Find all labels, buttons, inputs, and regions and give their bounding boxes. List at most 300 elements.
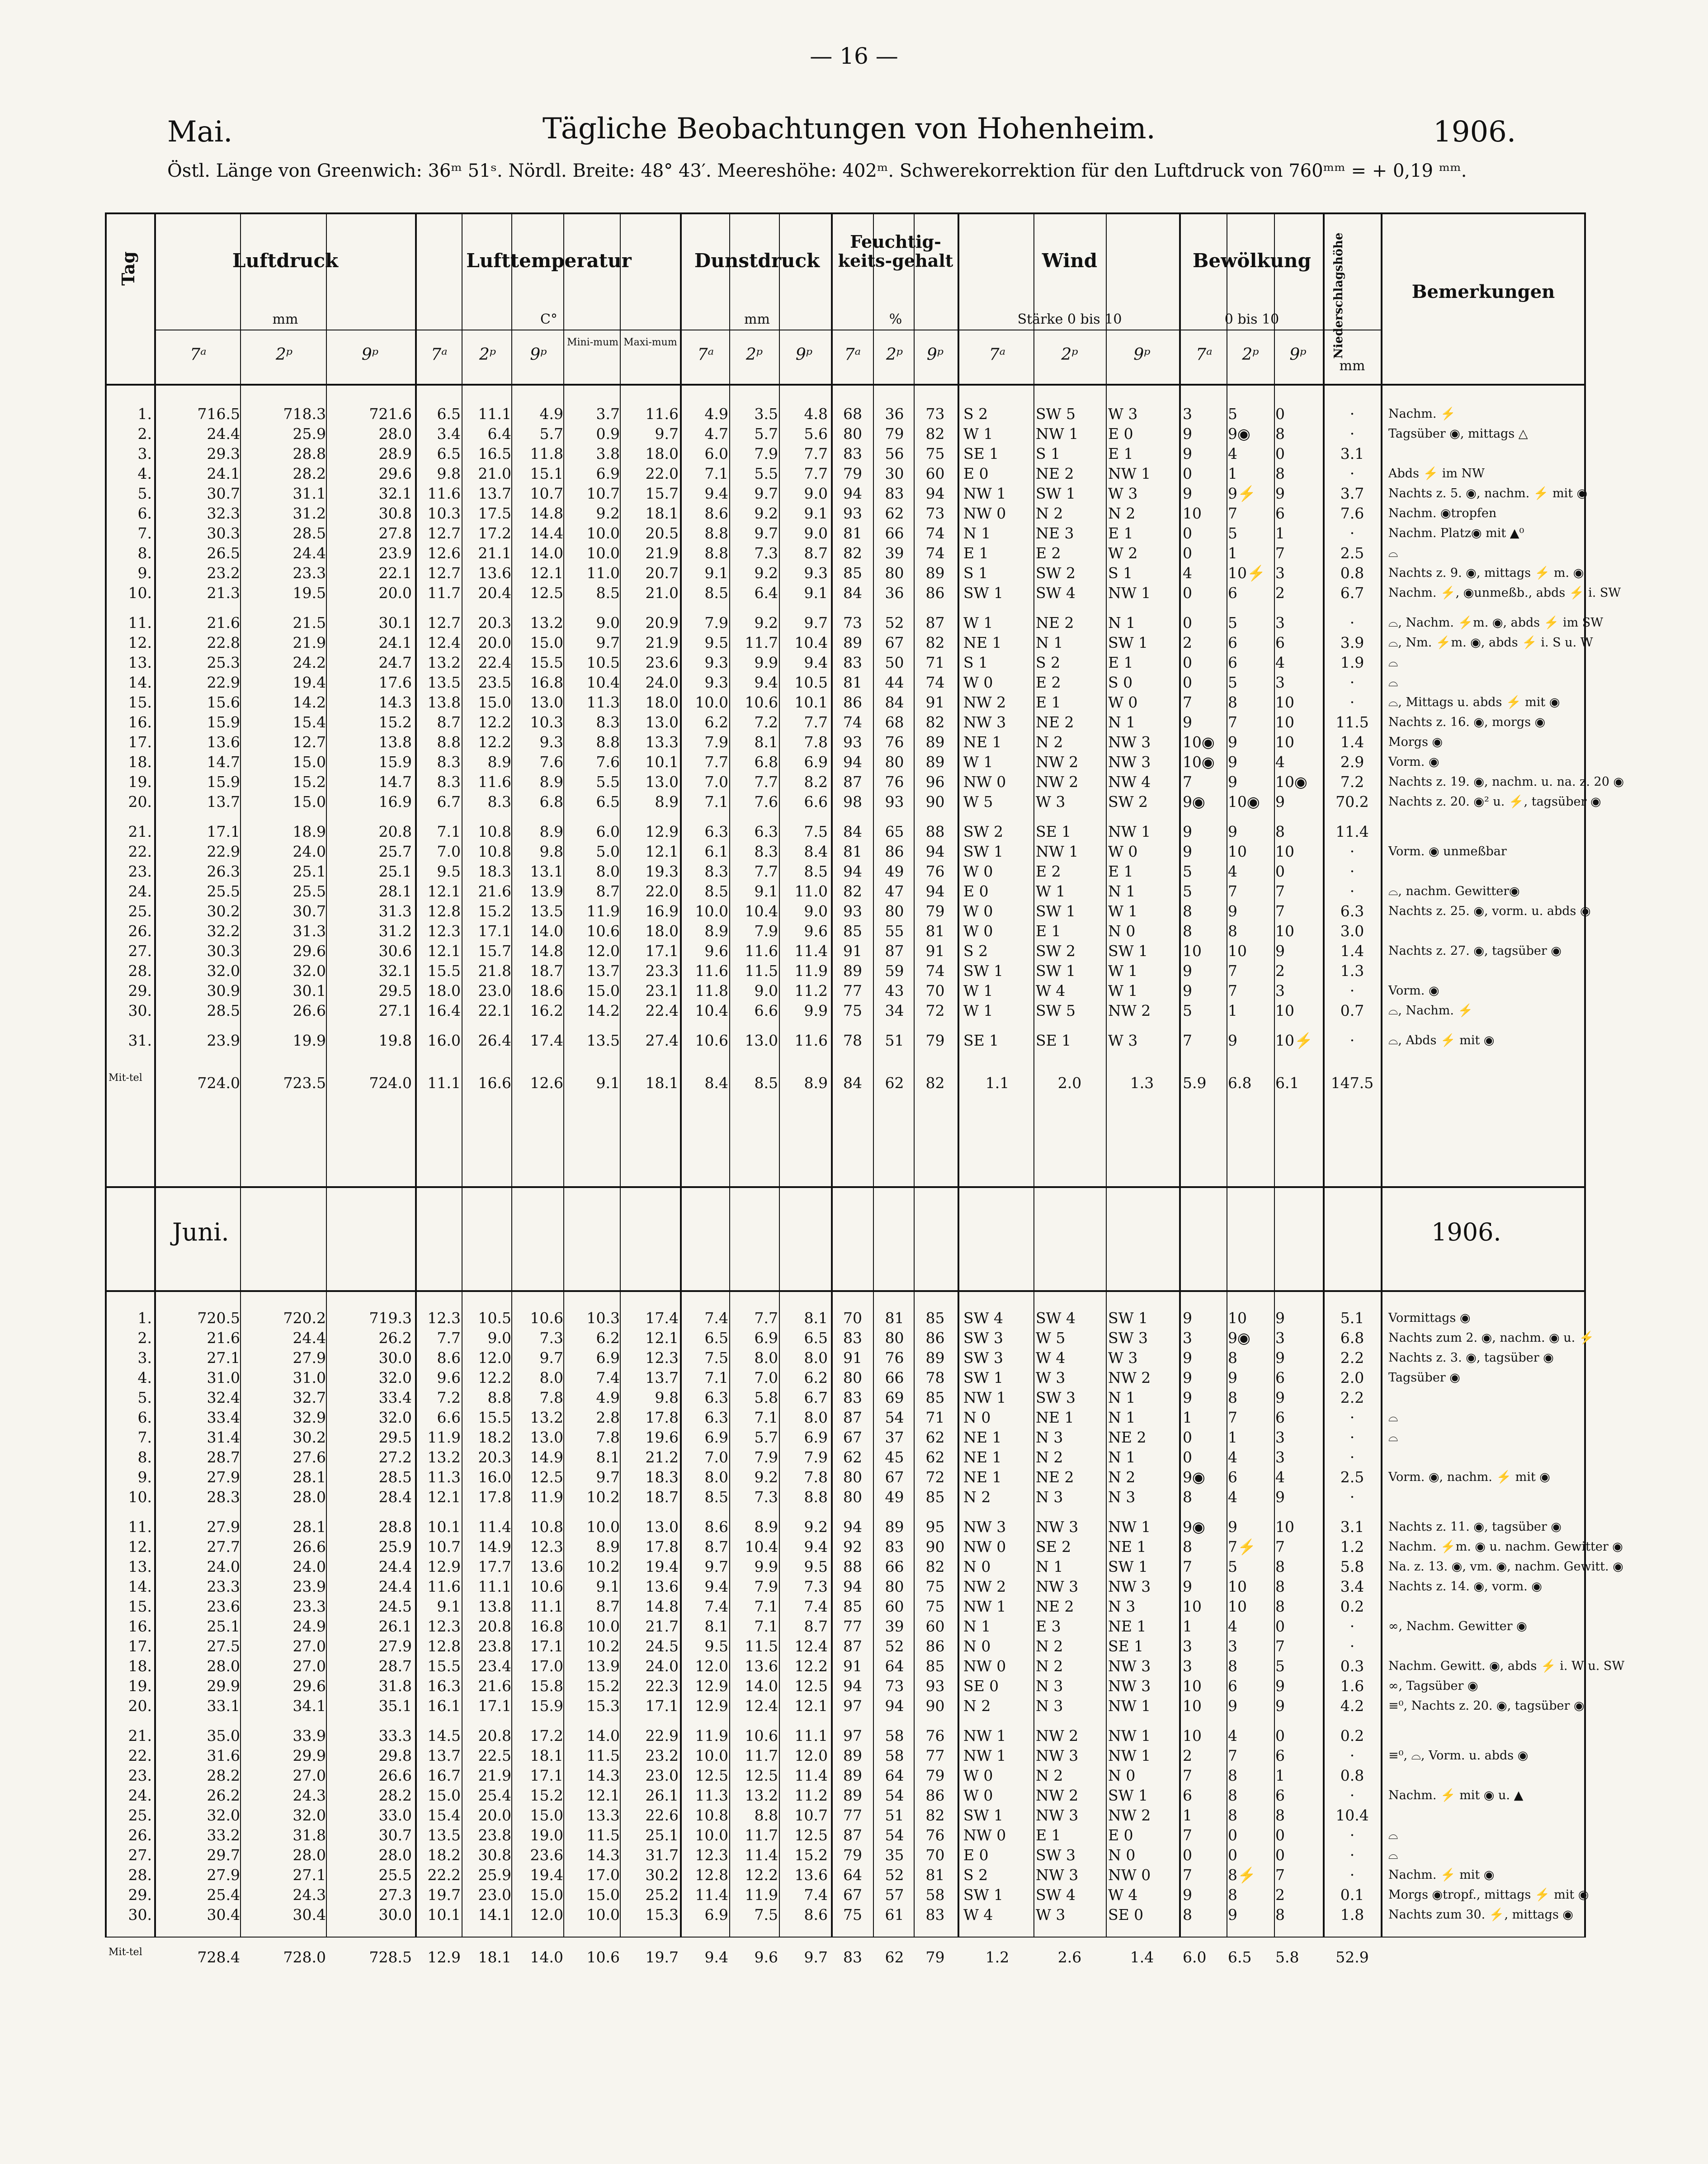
juni-t2: 20.0 (478, 1806, 511, 1824)
juni-f7: 62 (843, 1448, 862, 1466)
juni-f7: 75 (843, 1906, 862, 1924)
juni-f2: 51 (885, 1806, 904, 1824)
juni-f2: 60 (885, 1598, 904, 1615)
mai-p7: 23.9 (207, 1032, 240, 1049)
mai-tmax: 24.0 (645, 674, 679, 691)
juni-t7: 9.6 (437, 1369, 461, 1386)
mai-tmax: 17.1 (645, 942, 679, 960)
mai-w2: E 2 (1036, 674, 1061, 691)
juni-t2: 23.8 (478, 1826, 511, 1844)
juni-d7: 6.3 (704, 1409, 728, 1426)
juni-p7: 24.0 (207, 1558, 240, 1575)
juni-p9: 27.2 (378, 1448, 412, 1466)
juni-t9: 12.5 (530, 1468, 563, 1486)
mai-t7: 8.7 (437, 713, 461, 731)
mai-tmin: 3.7 (596, 405, 620, 423)
mai-t2: 21.6 (478, 882, 511, 900)
mai-d2: 13.0 (745, 1032, 778, 1049)
juni-f7: 64 (843, 1866, 862, 1884)
mai-b9: 3 (1275, 564, 1285, 582)
mai-d7: 8.6 (704, 504, 728, 522)
mai-p2: 15.4 (293, 713, 326, 731)
mai-w9: S 1 (1108, 564, 1133, 582)
juni-d2: 12.4 (745, 1697, 778, 1715)
juni-t2: 8.8 (487, 1389, 511, 1406)
mai-d2: 7.9 (754, 922, 778, 940)
mai-p9: 30.8 (378, 504, 412, 522)
juni-b2: 4 (1228, 1727, 1237, 1744)
juni-b9: 9 (1275, 1697, 1285, 1715)
mai-rain: 3.1 (1340, 445, 1364, 462)
mai-b2: 10 (1228, 942, 1247, 960)
mai-day: 20. (128, 793, 152, 811)
juni-b9: 8 (1275, 1558, 1285, 1575)
mai-t2: 21.1 (478, 544, 511, 562)
juni-b2: 0 (1228, 1826, 1237, 1844)
mai-p7: 15.6 (207, 693, 240, 711)
juni-tmax: 13.0 (645, 1518, 679, 1536)
juni-t9: 10.8 (530, 1518, 563, 1536)
juni-b2: 6 (1228, 1468, 1237, 1486)
mai-d9: 9.1 (804, 504, 828, 522)
mai-d7: 10.4 (695, 1002, 728, 1019)
mai-w7: E 0 (963, 465, 989, 482)
mai-w9: NW 3 (1108, 733, 1151, 751)
mai-w7: S 1 (963, 564, 988, 582)
mai-d2: 9.2 (754, 504, 778, 522)
mai-tmax: 27.4 (645, 1032, 679, 1049)
juni-mean-f2: 62 (885, 1948, 904, 1966)
table-row (107, 1368, 1584, 1388)
juni-b2: 8 (1228, 1389, 1237, 1406)
mai-w9: NW 1 (1108, 584, 1151, 602)
mai-d7: 9.3 (704, 674, 728, 691)
juni-d2: 7.3 (754, 1488, 778, 1506)
mai-w2: NW 1 (1036, 843, 1079, 860)
juni-rain: · (1349, 1409, 1355, 1426)
mai-d2: 9.2 (754, 564, 778, 582)
juni-d2: 11.7 (745, 1747, 778, 1764)
juni-grid (107, 1299, 1625, 1966)
juni-d9: 6.5 (804, 1329, 828, 1347)
mai-t2: 8.9 (487, 753, 511, 771)
table-row (107, 1726, 1584, 1746)
juni-w7: NW 1 (963, 1727, 1006, 1744)
mai-w2: NW 2 (1036, 753, 1079, 771)
mai-p2: 32.0 (293, 962, 326, 980)
juni-t2: 30.8 (478, 1846, 511, 1864)
mai-mean-b9: 6.1 (1275, 1074, 1299, 1092)
juni-rem (1388, 1447, 1583, 1467)
juni-rain: 0.1 (1340, 1886, 1364, 1904)
juni-day: 13. (128, 1558, 152, 1575)
mai-p2: 28.2 (293, 465, 326, 482)
juni-day: 10. (128, 1488, 152, 1506)
juni-b9: 7 (1275, 1637, 1285, 1655)
mai-w2: W 3 (1036, 793, 1066, 811)
juni-d7: 11.4 (695, 1886, 728, 1904)
table-row (107, 653, 1584, 673)
mai-w9: E 1 (1108, 445, 1133, 462)
mai-tmin: 13.7 (586, 962, 620, 980)
juni-b2: 8 (1228, 1806, 1237, 1824)
mai-f9: 70 (925, 982, 945, 999)
unit-bewoelkung: 0 bis 10 (1224, 311, 1279, 327)
juni-rem: Nachts zum 2. ◉, nachm. ◉ u. ⚡ (1388, 1331, 1595, 1345)
juni-w9: N 0 (1108, 1767, 1136, 1784)
header-wind: Wind (1042, 250, 1098, 272)
mai-p2: 25.5 (293, 882, 326, 900)
juni-rem: ⌓ (1388, 1410, 1398, 1424)
mai-rem: Nachts z. 19. ◉, nachm. u. na. z. 20 ◉ (1388, 775, 1624, 789)
juni-b9: 8 (1275, 1578, 1285, 1595)
mai-b2: 5 (1228, 405, 1237, 423)
mai-day: 31. (128, 1032, 152, 1049)
juni-t7: 10.1 (427, 1906, 461, 1924)
juni-tmax: 12.3 (645, 1349, 679, 1367)
juni-d9: 7.4 (804, 1598, 828, 1615)
mai-tmax: 23.6 (645, 654, 679, 671)
mai-f7: 77 (843, 982, 862, 999)
table-row (107, 1746, 1584, 1766)
mai-b7: 9 (1183, 485, 1192, 502)
mai-d2: 6.3 (754, 823, 778, 840)
mai-w9: N 0 (1108, 922, 1136, 940)
mai-mean-w7: 1.1 (985, 1074, 1010, 1092)
juni-rain: · (1349, 1448, 1355, 1466)
juni-p9: 26.1 (378, 1617, 412, 1635)
unit-wind: Stärke 0 bis 10 (1017, 311, 1122, 327)
juni-w2: N 2 (1036, 1767, 1063, 1784)
mai-t9: 13.5 (530, 902, 563, 920)
mai-p2: 18.9 (293, 823, 326, 840)
juni-t9: 15.8 (530, 1677, 563, 1695)
juni-f7: 87 (843, 1637, 862, 1655)
mai-p2: 30.1 (293, 982, 326, 999)
juni-b9: 9 (1275, 1488, 1285, 1506)
mai-b9: 10 (1275, 843, 1294, 860)
juni-p7: 32.0 (207, 1806, 240, 1824)
subheader-t2: 2ᵖ (886, 345, 903, 364)
juni-rain: 2.0 (1340, 1369, 1364, 1386)
table-row (107, 1328, 1595, 1348)
juni-p7: 33.1 (207, 1697, 240, 1715)
juni-t9: 18.1 (530, 1747, 563, 1764)
mai-rain: · (1349, 674, 1355, 691)
mai-t7: 9.8 (437, 465, 461, 482)
mai-mean-b2: 6.8 (1228, 1074, 1252, 1092)
juni-f7: 88 (843, 1558, 862, 1575)
mai-f9: 76 (925, 863, 945, 880)
mai-day: 6. (137, 504, 152, 522)
juni-tmin: 12.1 (586, 1787, 620, 1804)
subheader-t7: 7ᵃ (844, 345, 861, 364)
mai-b9: 0 (1275, 445, 1285, 462)
mai-b9: 7 (1275, 882, 1285, 900)
mai-d7: 6.1 (704, 843, 728, 860)
juni-day: 24. (128, 1787, 152, 1804)
mai-grid (107, 395, 1624, 1164)
mai-f2: 44 (885, 674, 904, 691)
juni-tmax: 9.8 (655, 1389, 679, 1406)
mai-f2: 76 (885, 773, 904, 791)
mai-rem: ⌓, Abds ⚡ mit ◉ (1388, 1033, 1495, 1047)
juni-f9: 90 (925, 1697, 945, 1715)
juni-d9: 8.8 (804, 1488, 828, 1506)
mai-p7: 29.3 (207, 445, 240, 462)
mai-d2: 7.2 (754, 713, 778, 731)
mai-b2: 9 (1228, 823, 1237, 840)
mai-w7: E 0 (963, 882, 989, 900)
mai-b2: 4 (1228, 445, 1237, 462)
mai-p7: 15.9 (207, 773, 240, 791)
juni-b2: 8⚡ (1228, 1866, 1256, 1884)
mai-p9: 25.7 (378, 843, 412, 860)
juni-f2: 69 (885, 1389, 904, 1406)
mai-p7: 32.2 (207, 922, 240, 940)
juni-p7: 27.9 (207, 1866, 240, 1884)
juni-b9: 9 (1275, 1349, 1285, 1367)
mai-b2: 5 (1228, 614, 1237, 632)
juni-p2: 30.2 (293, 1429, 326, 1446)
mai-d9: 7.7 (804, 465, 828, 482)
juni-mean-p2: 728.0 (283, 1948, 326, 1966)
juni-p7: 23.6 (207, 1598, 240, 1615)
juni-d2: 13.2 (745, 1787, 778, 1804)
juni-w7: SW 1 (963, 1886, 1004, 1904)
table-row (107, 1905, 1584, 1925)
mai-b9: 10◉ (1275, 773, 1307, 791)
mai-f2: 51 (885, 1032, 904, 1049)
table-row (107, 523, 1584, 543)
mai-tmin: 5.5 (596, 773, 620, 791)
mai-w7: NW 1 (963, 485, 1006, 502)
juni-p7: 31.6 (207, 1747, 240, 1764)
mai-w7: NE 1 (963, 733, 1002, 751)
station-info: Östl. Länge von Greenwich: 36ᵐ 51ˢ. Nördl. Breite: 48° 43′. Meereshöhe: 402ᵐ. Schwerekorrektion für den Luftdruck von 760ᵐᵐ = + 0,19 ᵐᵐ. (167, 160, 1467, 181)
mai-d7: 9.4 (704, 485, 728, 502)
mai-rain: 6.3 (1340, 902, 1364, 920)
mai-w2: SW 1 (1036, 962, 1076, 980)
mai-t9: 14.8 (530, 504, 563, 522)
mai-rain: · (1349, 863, 1355, 880)
table-row (107, 1487, 1584, 1507)
juni-p9: 30.7 (378, 1826, 412, 1844)
juni-b9: 6 (1275, 1787, 1285, 1804)
mai-f7: 81 (843, 843, 862, 860)
juni-d9: 7.4 (804, 1886, 828, 1904)
table-row (107, 882, 1584, 901)
juni-w7: N 2 (963, 1697, 991, 1715)
mai-mean-t9: 12.6 (530, 1074, 563, 1092)
mai-f7: 94 (843, 753, 862, 771)
mai-p2: 15.0 (293, 793, 326, 811)
mai-rem (1388, 921, 1583, 941)
juni-rain: 3.4 (1340, 1578, 1364, 1595)
juni-day: 22. (128, 1747, 152, 1764)
mai-p9: 30.6 (378, 942, 412, 960)
juni-rem (1388, 1726, 1583, 1746)
juni-b7: 10 (1183, 1697, 1202, 1715)
juni-b7: 7 (1183, 1767, 1192, 1784)
juni-mean-rain: 52.9 (1335, 1948, 1369, 1966)
juni-w7: E 0 (963, 1846, 989, 1864)
mai-b9: 10 (1275, 693, 1294, 711)
mai-d2: 10.6 (745, 693, 778, 711)
mai-p7: 30.3 (207, 942, 240, 960)
mai-d2: 11.5 (745, 962, 778, 980)
juni-d7: 7.5 (704, 1349, 728, 1367)
mai-b2: 7 (1228, 882, 1237, 900)
mai-mean-b7: 5.9 (1183, 1074, 1207, 1092)
mai-d7: 7.7 (704, 753, 728, 771)
mai-w9: W 2 (1108, 544, 1138, 562)
mai-d7: 11.6 (695, 962, 728, 980)
juni-w2: SE 2 (1036, 1538, 1071, 1556)
mai-rain: · (1349, 614, 1355, 632)
juni-day: 21. (128, 1727, 152, 1744)
mai-p7: 14.7 (207, 753, 240, 771)
mai-f7: 81 (843, 524, 862, 542)
mai-t2: 11.1 (478, 405, 511, 423)
mai-d2: 9.4 (754, 674, 778, 691)
mai-p2: 19.9 (293, 1032, 326, 1049)
mai-d7: 8.3 (704, 863, 728, 880)
mai-t7: 12.4 (427, 634, 461, 651)
mai-p7: 26.3 (207, 863, 240, 880)
juni-tmin: 10.0 (586, 1906, 620, 1924)
mai-d7: 6.3 (704, 823, 728, 840)
mai-b9: 3 (1275, 982, 1285, 999)
juni-p7: 28.3 (207, 1488, 240, 1506)
juni-p2: 28.1 (293, 1518, 326, 1536)
mai-b7: 0 (1183, 584, 1192, 602)
juni-rem: Nachts z. 14. ◉, vorm. ◉ (1388, 1579, 1542, 1594)
mai-d9: 9.0 (804, 485, 828, 502)
juni-p9: 28.5 (378, 1468, 412, 1486)
mai-t7: 10.3 (427, 504, 461, 522)
juni-f2: 66 (885, 1558, 904, 1575)
subheader-t9: 9ᵖ (1133, 345, 1151, 364)
mai-tmax: 13.3 (645, 733, 679, 751)
mai-p2: 718.3 (283, 405, 326, 423)
mai-f7: 89 (843, 634, 862, 651)
mai-p9: 14.3 (378, 693, 412, 711)
mai-p9: 31.2 (378, 922, 412, 940)
table-row (107, 1467, 1584, 1487)
mai-p2: 21.9 (293, 634, 326, 651)
table-row (107, 1537, 1623, 1557)
juni-t9: 7.8 (539, 1389, 563, 1406)
juni-b7: 9◉ (1183, 1518, 1205, 1536)
mai-p9: 28.9 (378, 445, 412, 462)
mai-rem: Nachm. Platz◉ mit ▲⁰ (1388, 526, 1524, 540)
juni-t2: 15.5 (478, 1409, 511, 1426)
mai-tmin: 3.8 (596, 445, 620, 462)
mai-day: 29. (128, 982, 152, 999)
mai-d9: 10.5 (794, 674, 828, 691)
juni-rain: 1.2 (1340, 1538, 1364, 1556)
mai-w7: NW 2 (963, 693, 1006, 711)
juni-b7: 1 (1183, 1409, 1192, 1426)
juni-p7: 28.7 (207, 1448, 240, 1466)
juni-t2: 23.4 (478, 1657, 511, 1675)
mai-w2: SE 1 (1036, 823, 1071, 840)
juni-day: 14. (128, 1578, 152, 1595)
mai-day: 30. (128, 1002, 152, 1019)
juni-w9: NW 3 (1108, 1578, 1151, 1595)
mai-tmin: 8.5 (596, 584, 620, 602)
mai-d9: 7.8 (804, 733, 828, 751)
mai-d9: 9.0 (804, 524, 828, 542)
mai-day: 23. (128, 863, 152, 880)
juni-t7: 13.2 (427, 1448, 461, 1466)
mai-f2: 62 (885, 504, 904, 522)
juni-w2: NE 2 (1036, 1468, 1074, 1486)
juni-p2: 28.1 (293, 1468, 326, 1486)
mai-tmin: 10.0 (586, 544, 620, 562)
juni-b7: 2 (1183, 1747, 1192, 1764)
mai-f7: 68 (843, 405, 862, 423)
mai-p7: 24.1 (207, 465, 240, 482)
juni-t7: 16.3 (427, 1677, 461, 1695)
juni-tmin: 10.3 (586, 1309, 620, 1327)
header-feuchtigkeit: Feuchtig-keits-gehalt (838, 231, 953, 271)
mai-w7: W 1 (963, 614, 993, 632)
mai-b2: 7 (1228, 713, 1237, 731)
mai-tmin: 12.0 (586, 942, 620, 960)
juni-f7: 83 (843, 1389, 862, 1406)
juni-d9: 8.7 (804, 1617, 828, 1635)
juni-d7: 12.8 (695, 1866, 728, 1884)
juni-d2: 11.9 (745, 1886, 778, 1904)
juni-f7: 94 (843, 1578, 862, 1595)
mai-w7: SW 1 (963, 584, 1004, 602)
juni-rem: Na. z. 13. ◉, vm. ◉, nachm. Gewitt. ◉ (1388, 1560, 1623, 1574)
mai-t9: 5.7 (539, 425, 563, 443)
juni-f2: 57 (885, 1886, 904, 1904)
juni-d2: 8.0 (754, 1349, 778, 1367)
mai-t7: 12.7 (427, 564, 461, 582)
juni-f9: 82 (925, 1558, 945, 1575)
mai-mean-f2: 62 (885, 1074, 904, 1092)
mai-rain: 0.8 (1340, 564, 1364, 582)
juni-w2: N 2 (1036, 1657, 1063, 1675)
mai-tmax: 21.0 (645, 584, 679, 602)
juni-w9: N 1 (1108, 1409, 1136, 1426)
mai-rem: Vorm. ◉ (1388, 755, 1439, 769)
juni-rain: · (1349, 1617, 1355, 1635)
juni-p7: 35.0 (207, 1727, 240, 1744)
juni-p7: 33.4 (207, 1409, 240, 1426)
juni-tmax: 24.5 (645, 1637, 679, 1655)
mai-w2: E 1 (1036, 693, 1061, 711)
mai-mean-w2: 2.0 (1057, 1074, 1082, 1092)
juni-p7: 21.6 (207, 1329, 240, 1347)
juni-b9: 6 (1275, 1369, 1285, 1386)
juni-d2: 5.7 (754, 1429, 778, 1446)
page-number: — 16 — (810, 43, 898, 69)
mai-p7: 17.1 (207, 823, 240, 840)
row-divider (107, 1290, 1584, 1292)
mai-tmin: 5.0 (596, 843, 620, 860)
juni-t9: 17.1 (530, 1767, 563, 1784)
table-row (107, 1676, 1584, 1696)
juni-rain: 5.8 (1340, 1558, 1364, 1575)
juni-p2: 24.4 (293, 1329, 326, 1347)
juni-p9: 26.6 (378, 1767, 412, 1784)
juni-t9: 15.0 (530, 1806, 563, 1824)
